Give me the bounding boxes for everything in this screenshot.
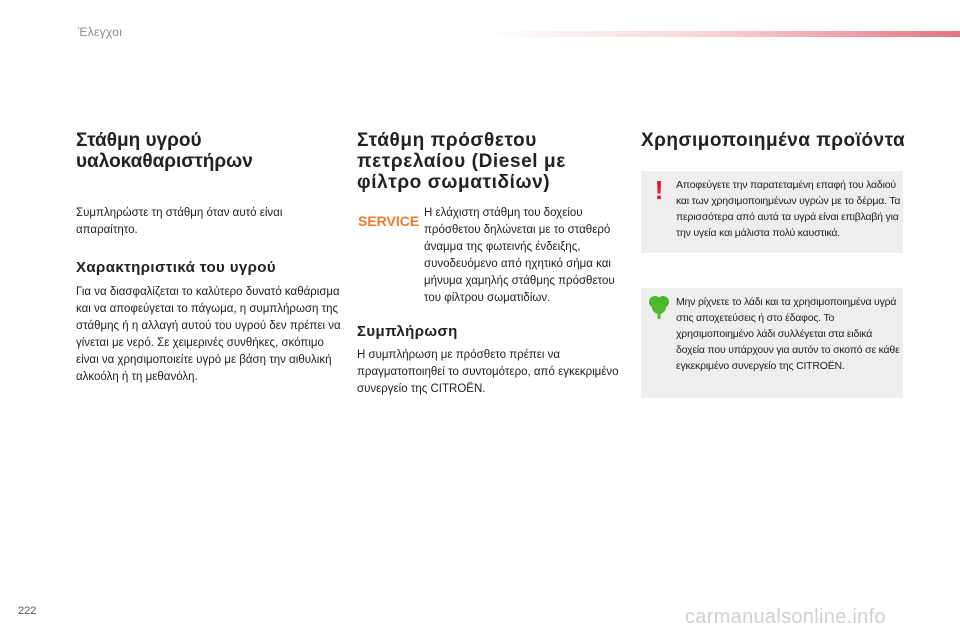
washer-fluid-title: Στάθμη υγρού υαλοκαθαριστήρων [76,130,253,172]
column-used-products [641,130,906,372]
fluid-characteristics-text: Για να διασφαλίζεται το καλύτερο δυνατό καθάρισμα και να αποφεύγεται το πάγωμα, η συμπλήρωση της στάθμης ή η αλλαγή αυτού του υγρού δεν πρέπει να γίνεται με νερό. Σε χειμερινές συνθήκες, σκόπιμο είναι να χρησιμοποιείτε υγρό με βάση την αιθυλική αλκοόλη ή τη μεθανόλη. [76,286,341,383]
service-warning-icon [357,210,420,232]
section-title: Έλεγχοι [78,25,123,39]
refill-text: Η συμπλήρωση με πρόσθετο πρέπει να πραγματοποιηθεί το συντομότερο, από εγκεκριμένο συνεργείο της CITROËN. [357,349,619,395]
fluid-characteristics-title: Χαρακτηριστικά του υγρού [76,259,276,276]
additive-level-text: Η ελάχιστη στάθμη του δοχείου πρόσθετου δηλώνεται με το σταθερό άναμμα της φωτεινής ένδειξης, συνοδευόμενο από ηχητικό σήμα και μήνυμα χαμηλής στάθμης πρόσθετου του φίλτρου σωματιδίων. [424,207,615,304]
watermark: carmanualsonline.info [685,606,886,628]
warning-note-text: Αποφεύγετε την παρατεταμένη επαφή του λαδιού και των χρησιμοποιημένων υγρών με το δέρμα. Τα περισσότερα από αυτά τα υγρά είναι επιβλαβή για την υγεία και μάλιστα πολύ καυστικά. [676,179,901,239]
column-washer-fluid [76,130,346,383]
diesel-additive-title: Στάθμη πρόσθετου πετρελαίου (Diesel με φίλτρο σωματιδίων) [357,130,566,193]
service-icon-label: SERVICE [358,213,420,229]
tree-icon [647,294,671,320]
exclamation-icon: ! [654,175,664,205]
refill-title: Συμπλήρωση [357,323,458,340]
page-number: 222 [18,605,37,617]
washer-fluid-intro: Συμπληρώστε τη στάθμη όταν αυτό είναι απαραίτητο. [76,207,283,236]
header-gradient-bar [480,31,960,37]
used-products-title: Χρησιμοποιημένα προϊόντα [641,130,906,151]
column-diesel-additive [357,130,627,395]
environment-note-text: Μην ρίχνετε το λάδι και τα χρησιμοποιημένα υγρά στις αποχετεύσεις ή στο έδαφος. Το χρησιμοποιημένο λάδι συλλέγεται στα ειδικά δοχεία που υπάρχουν για αυτόν το σκοπό σε κάθε εγκεκριμένο συνεργείο της CITROËN. [676,296,900,372]
warning-note [641,171,903,253]
environment-note [641,288,903,398]
